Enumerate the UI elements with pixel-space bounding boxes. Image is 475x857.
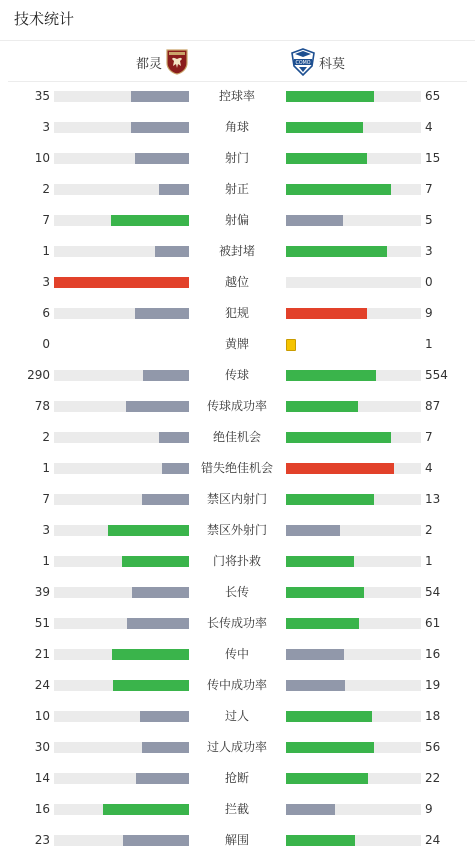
home-stat-value: 51: [34, 616, 50, 630]
away-stat-bar-track: [286, 215, 421, 226]
stat-row: [0, 237, 475, 268]
home-stat-value: 3: [42, 120, 50, 134]
stat-row: [0, 330, 475, 361]
away-stat-bar-track: [286, 463, 421, 474]
away-stat-value: 554: [425, 368, 448, 382]
home-stat-value: 21: [34, 647, 50, 661]
home-stat-bar: [126, 401, 189, 412]
away-stat-value: 13: [425, 492, 441, 506]
stat-label: 解围: [224, 833, 249, 847]
away-stat-value: 15: [425, 151, 441, 165]
away-stat-bar-track: [286, 742, 421, 753]
home-stat-value: 35: [34, 89, 50, 103]
home-stat-bar: [162, 463, 189, 474]
away-stat-value: 5: [425, 213, 433, 227]
away-stat-bar-track: [286, 804, 421, 815]
home-stat-bar: [155, 246, 189, 257]
stat-label: 过人成功率: [206, 740, 267, 754]
away-stat-value: 4: [425, 461, 433, 475]
away-stat-bar: [286, 680, 345, 691]
stat-row: [0, 144, 475, 175]
home-stat-value: 39: [34, 585, 50, 599]
home-stat-value: 2: [42, 430, 50, 444]
stat-row: [0, 826, 475, 857]
home-stat-bar-track: [54, 618, 189, 629]
home-stat-bar-track: [54, 742, 189, 753]
away-stat-bar: [286, 184, 391, 195]
stat-label: 传球: [224, 368, 249, 382]
away-stat-value: 87: [425, 399, 441, 413]
away-stat-bar-track: [286, 649, 421, 660]
away-stat-value: 2: [425, 523, 433, 537]
stat-label: 过人: [224, 709, 249, 723]
home-stat-value: 3: [42, 523, 50, 537]
away-stat-value: 22: [425, 771, 441, 785]
stat-label: 门将扑救: [212, 554, 261, 568]
away-stat-bar-track: [286, 587, 421, 598]
home-stat-value: 30: [34, 740, 50, 754]
home-stat-bar: [108, 525, 189, 536]
stat-label: 传中成功率: [206, 678, 267, 692]
away-stat-bar: [286, 215, 343, 226]
home-stat-value: 78: [34, 399, 50, 413]
home-stat-bar-track: [54, 711, 189, 722]
stat-row: [0, 609, 475, 640]
away-stat-bar: [286, 556, 354, 567]
away-stat-bar: [286, 463, 394, 474]
stat-row: [0, 671, 475, 702]
stat-row: [0, 702, 475, 733]
home-stat-bar-track: [54, 122, 189, 133]
home-stat-value: 2: [42, 182, 50, 196]
stat-label: 犯规: [224, 306, 249, 320]
away-stat-bar: [286, 525, 340, 536]
away-stat-value: 9: [425, 802, 433, 816]
away-stat-bar-track: [286, 184, 421, 195]
home-stat-bar-track: [54, 556, 189, 567]
home-stat-bar: [112, 649, 189, 660]
home-stat-bar: [143, 370, 189, 381]
away-stat-value: 4: [425, 120, 433, 134]
away-stat-bar-track: [286, 122, 421, 133]
away-stat-value: 65: [425, 89, 441, 103]
stat-row: [0, 454, 475, 485]
home-stat-bar-track: [54, 835, 189, 846]
stat-label: 错失绝佳机会: [200, 461, 273, 475]
home-stat-value: 23: [34, 833, 50, 847]
away-stat-bar: [286, 773, 368, 784]
stat-row: [0, 392, 475, 423]
stat-row: [0, 206, 475, 237]
away-stat-bar: [286, 835, 355, 846]
stat-label: 射正: [224, 182, 249, 196]
home-stat-bar: [131, 122, 189, 133]
home-stat-bar-track: [54, 401, 189, 412]
away-stat-bar-track: [286, 525, 421, 536]
home-stat-bar: [123, 835, 189, 846]
stat-row: [0, 578, 475, 609]
stats-list: [0, 82, 475, 857]
home-stat-value: 0: [42, 337, 50, 351]
home-stat-value: 24: [34, 678, 50, 692]
stat-row: [0, 82, 475, 113]
home-stat-bar: [159, 184, 189, 195]
home-stat-bar: [135, 308, 189, 319]
away-stat-value: 61: [425, 616, 441, 630]
home-stat-bar: [131, 91, 189, 102]
away-stat-bar: [286, 370, 376, 381]
away-stat-value: 3: [425, 244, 433, 258]
stat-row: [0, 795, 475, 826]
away-stat-value: 9: [425, 306, 433, 320]
away-stat-bar: [286, 308, 367, 319]
home-stat-bar-track: [54, 370, 189, 381]
away-stat-value: 7: [425, 430, 433, 444]
home-stat-bar-track: [54, 215, 189, 226]
home-stat-bar-track: [54, 525, 189, 536]
home-stat-bar: [142, 494, 189, 505]
stat-label: 被封堵: [218, 244, 255, 258]
home-stat-bar-track: [54, 463, 189, 474]
away-stat-bar: [286, 401, 358, 412]
home-stat-value: 6: [42, 306, 50, 320]
stat-label: 黄牌: [224, 337, 249, 351]
home-stat-value: 1: [42, 461, 50, 475]
divider: [0, 40, 475, 41]
page-title: 技术统计: [14, 10, 75, 28]
home-stat-value: 10: [34, 151, 50, 165]
stat-label: 长传: [224, 585, 249, 599]
away-stat-bar: [286, 432, 391, 443]
stat-label: 拦截: [224, 802, 249, 816]
home-stat-bar-track: [54, 432, 189, 443]
away-stat-bar: [286, 587, 364, 598]
svg-text:COMO: COMO: [295, 61, 311, 66]
away-stat-value: 16: [425, 647, 441, 661]
stat-row: [0, 733, 475, 764]
stat-label: 禁区内射门: [206, 492, 267, 506]
home-stat-bar: [127, 618, 189, 629]
home-stat-value: 10: [34, 709, 50, 723]
away-stat-value: 7: [425, 182, 433, 196]
away-stat-value: 24: [425, 833, 441, 847]
away-stat-bar: [286, 494, 374, 505]
away-stat-bar: [286, 711, 372, 722]
stat-label: 传球成功率: [206, 399, 267, 413]
stat-row: [0, 640, 475, 671]
home-stat-bar: [132, 587, 189, 598]
home-stat-value: 3: [42, 275, 50, 289]
stat-label: 控球率: [218, 89, 255, 103]
away-stat-bar-track: [286, 153, 421, 164]
away-stat-bar-track: [286, 680, 421, 691]
stat-row: [0, 299, 475, 330]
away-stat-value: 1: [425, 554, 433, 568]
stat-row: [0, 485, 475, 516]
yellow-card-icon: [286, 339, 296, 351]
away-stat-bar: [286, 122, 363, 133]
stat-row: [0, 516, 475, 547]
away-stat-bar-track: [286, 370, 421, 381]
stat-row: [0, 547, 475, 578]
home-stat-bar-track: [54, 649, 189, 660]
home-stat-bar-track: [54, 184, 189, 195]
away-stat-bar-track: [286, 246, 421, 257]
home-stat-bar-track: [54, 587, 189, 598]
home-stat-value: 7: [42, 213, 50, 227]
home-stat-bar: [140, 711, 189, 722]
stat-row: [0, 175, 475, 206]
away-stat-bar-track: [286, 494, 421, 505]
como-crest-icon: [290, 48, 316, 76]
away-stat-value: 19: [425, 678, 441, 692]
away-stat-bar-track: [286, 556, 421, 567]
home-stat-value: 7: [42, 492, 50, 506]
stat-row: [0, 423, 475, 454]
stat-label: 传中: [224, 647, 249, 661]
away-stat-bar-track: [286, 711, 421, 722]
home-stat-bar: [135, 153, 189, 164]
stat-row: [0, 361, 475, 392]
away-stat-bar-track: [286, 91, 421, 102]
away-stat-bar-track: [286, 308, 421, 319]
away-stat-bar-track: [286, 618, 421, 629]
away-stat-value: 54: [425, 585, 441, 599]
away-team-name: 科莫: [319, 57, 346, 72]
home-stat-bar-track: [54, 153, 189, 164]
home-stat-bar-track: [54, 246, 189, 257]
stat-label: 长传成功率: [206, 616, 267, 630]
home-stat-bar-track: [54, 804, 189, 815]
away-stat-bar-track: [286, 401, 421, 412]
home-stat-value: 16: [34, 802, 50, 816]
away-stat-value: 56: [425, 740, 441, 754]
home-stat-bar: [159, 432, 189, 443]
away-stat-bar: [286, 91, 374, 102]
home-stat-bar-track: [54, 773, 189, 784]
away-stat-bar: [286, 618, 359, 629]
home-stat-value: 14: [34, 771, 50, 785]
teams-header: [0, 44, 475, 80]
home-stat-bar-track: [54, 680, 189, 691]
stat-row: [0, 268, 475, 299]
away-stat-bar-track: [286, 773, 421, 784]
home-stat-bar-track: [54, 308, 189, 319]
stat-label: 射门: [224, 151, 249, 165]
away-stat-bar: [286, 742, 374, 753]
torino-bull-crest-icon: [165, 49, 189, 75]
stat-label: 禁区外射门: [206, 523, 267, 537]
home-stat-value: 290: [27, 368, 50, 382]
away-stat-bar: [286, 246, 387, 257]
away-stat-bar: [286, 649, 344, 660]
home-stat-bar: [122, 556, 190, 567]
stat-row: [0, 113, 475, 144]
stat-label: 越位: [224, 275, 249, 289]
home-stat-value: 1: [42, 554, 50, 568]
away-stat-value: 1: [425, 337, 433, 351]
away-stat-bar: [286, 804, 335, 815]
home-stat-bar: [113, 680, 189, 691]
away-stat-bar: [286, 153, 367, 164]
away-stat-bar-track: [286, 432, 421, 443]
away-stat-value: 18: [425, 709, 441, 723]
away-stat-bar-track: [286, 277, 421, 288]
home-stat-value: 1: [42, 244, 50, 258]
stat-label: 抢断: [224, 771, 249, 785]
home-stat-bar: [54, 277, 189, 288]
home-stat-bar: [142, 742, 189, 753]
home-stat-bar-track: [54, 91, 189, 102]
home-stat-bar: [111, 215, 189, 226]
home-stat-bar-track: [54, 277, 189, 288]
away-stat-bar-track: [286, 835, 421, 846]
away-stat-value: 0: [425, 275, 433, 289]
home-team-name: 都灵: [135, 57, 162, 72]
home-stat-bar: [103, 804, 189, 815]
stat-label: 射偏: [224, 213, 249, 227]
stat-row: [0, 764, 475, 795]
home-stat-bar-track: [54, 494, 189, 505]
stat-label: 绝佳机会: [212, 430, 261, 444]
home-stat-bar: [136, 773, 189, 784]
stat-label: 角球: [224, 120, 249, 134]
